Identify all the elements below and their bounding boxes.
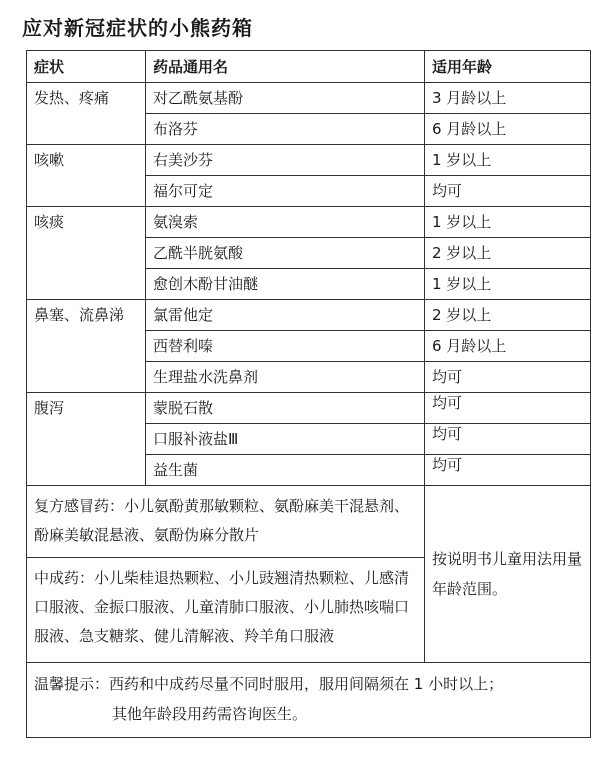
table-row [27, 145, 591, 176]
age-cell: 均可 [425, 424, 591, 455]
age-cell: 2 岁以上 [425, 238, 591, 269]
symptom-cell: 鼻塞、流鼻涕 [27, 300, 146, 393]
warm-tip [27, 663, 591, 738]
drug-cell: 右美沙芬 [146, 145, 425, 176]
drug-cell: 氨溴索 [146, 207, 425, 238]
drug-cell: 口服补液盐Ⅲ [146, 424, 425, 455]
medicine-table [26, 50, 591, 738]
drug-cell: 生理盐水洗鼻剂 [146, 362, 425, 393]
drug-cell: 益生菌 [146, 455, 425, 486]
header-drug: 药品通用名 [146, 51, 425, 83]
warm-tip-line2: 其他年龄段用药需咨询医生。 [112, 705, 308, 723]
drug-cell: 布洛芬 [146, 114, 425, 145]
drug-cell: 对乙酰氨基酚 [146, 83, 425, 114]
drug-cell: 氯雷他定 [146, 300, 425, 331]
symptom-cell: 发热、疼痛 [27, 83, 146, 145]
age-cell: 均可 [425, 455, 591, 486]
compound-cold-note: 复方感冒药：小儿氨酚黄那敏颗粒、氨酚麻美干混悬剂、酚麻美敏混悬液、氨酚伪麻分散片 [27, 486, 425, 558]
symptom-cell: 腹泻 [27, 393, 146, 486]
age-cell: 1 岁以上 [425, 145, 591, 176]
age-cell: 2 岁以上 [425, 300, 591, 331]
table-row [27, 486, 591, 558]
age-cell: 均可 [425, 393, 591, 424]
chinese-medicine-note: 中成药：小儿柴桂退热颗粒、小儿豉翘清热颗粒、儿感清口服液、金振口服液、儿童清肺口服液、小儿肺热咳喘口服液、急支糖浆、健儿清解液、羚羊角口服液 [27, 558, 425, 663]
symptom-cell: 咳痰 [27, 207, 146, 300]
age-cell: 6 月龄以上 [425, 114, 591, 145]
header-symptom: 症状 [27, 51, 146, 83]
age-cell: 6 月龄以上 [425, 331, 591, 362]
table-row [27, 663, 591, 738]
drug-cell: 愈创木酚甘油醚 [146, 269, 425, 300]
table-row [27, 393, 591, 424]
header-age: 适用年龄 [425, 51, 591, 83]
drug-cell: 福尔可定 [146, 176, 425, 207]
age-cell: 3 月龄以上 [425, 83, 591, 114]
table-header-row [27, 51, 591, 83]
page-title: 应对新冠症状的小熊药箱 [22, 16, 253, 40]
age-cell: 均可 [425, 362, 591, 393]
drug-cell: 蒙脱石散 [146, 393, 425, 424]
age-cell: 1 岁以上 [425, 207, 591, 238]
table-row [27, 83, 591, 114]
drug-cell: 西替利嗪 [146, 331, 425, 362]
table-row [27, 300, 591, 331]
table-row [27, 207, 591, 238]
drug-cell: 乙酰半胱氨酸 [146, 238, 425, 269]
age-cell: 1 岁以上 [425, 269, 591, 300]
warm-tip-line1: 温馨提示：西药和中成药尽量不同时服用，服用间隔须在 1 小时以上； [34, 675, 504, 693]
usage-note: 按说明书儿童用法用量年龄范围。 [425, 486, 591, 663]
symptom-cell: 咳嗽 [27, 145, 146, 207]
age-cell: 均可 [425, 176, 591, 207]
